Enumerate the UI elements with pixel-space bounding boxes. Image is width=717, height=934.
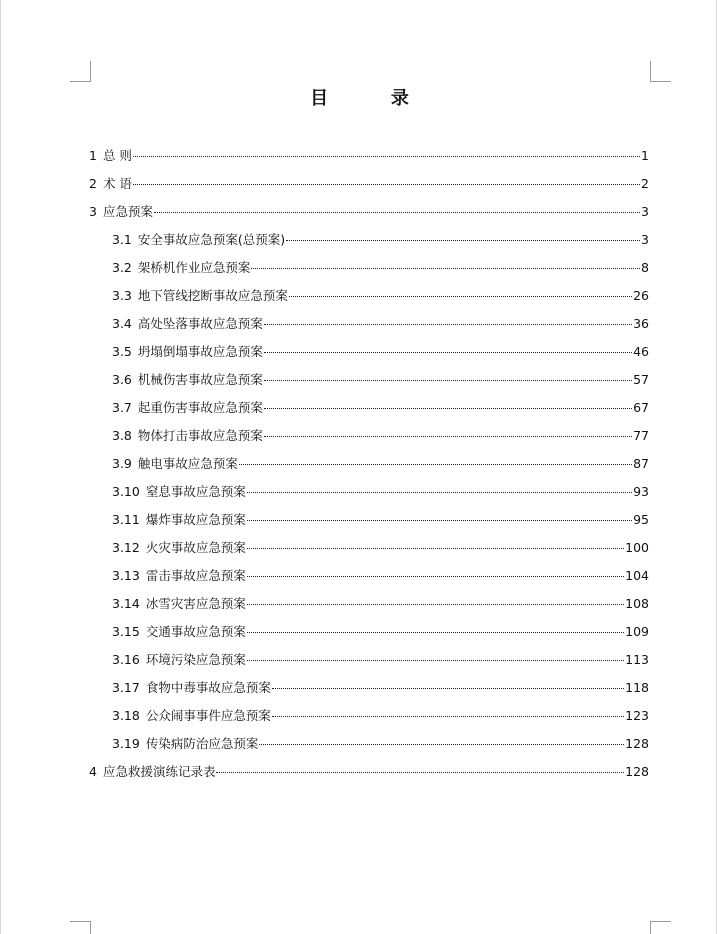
toc-entry-number: 3.5: [112, 344, 132, 359]
toc-entry-page-number: 95: [633, 512, 649, 527]
toc-dot-leader: [264, 380, 632, 381]
toc-entry-title: 窒息事故应急预案: [145, 484, 246, 499]
toc-entry-page-number: 104: [625, 568, 649, 583]
toc-entry-number: 3.9: [112, 456, 132, 471]
crop-mark-bottom-left: [70, 921, 91, 934]
toc-dot-leader: [247, 632, 624, 633]
toc-entry-number: 2: [89, 176, 97, 191]
toc-entry[interactable]: [89, 201, 649, 229]
toc-entry-title: 公众闹事事件应急预案: [145, 708, 271, 723]
toc-entry-number: 3.4: [112, 316, 132, 331]
toc-entry-page-number: 113: [625, 652, 649, 667]
toc-entry-number: 1: [89, 148, 97, 163]
toc-entry-page-number: 67: [633, 400, 649, 415]
toc-entry-page-number: 128: [625, 736, 649, 751]
toc-entry-title: 地下管线挖断事故应急预案: [137, 288, 288, 303]
toc-entry-page-number: 2: [641, 176, 649, 191]
toc-entry-page-number: 118: [625, 680, 649, 695]
toc-entry[interactable]: [89, 705, 649, 733]
toc-entry[interactable]: [89, 481, 649, 509]
toc-dot-leader: [264, 324, 632, 325]
toc-dot-leader: [264, 436, 632, 437]
toc-dot-leader: [133, 184, 640, 185]
toc-dot-leader: [264, 408, 632, 409]
toc-entry-number: 3.7: [112, 400, 132, 415]
toc-entry-number: 3.19: [112, 736, 140, 751]
toc-dot-leader: [247, 492, 632, 493]
toc-entry[interactable]: [89, 285, 649, 313]
toc-entry-number: 3.18: [112, 708, 140, 723]
toc-dot-leader: [154, 212, 640, 213]
toc-entry-page-number: 3: [641, 204, 649, 219]
toc-entry[interactable]: [89, 649, 649, 677]
toc-entry[interactable]: [89, 369, 649, 397]
toc-entry[interactable]: [89, 565, 649, 593]
toc-entry[interactable]: [89, 341, 649, 369]
toc-entry-page-number: 1: [641, 148, 649, 163]
toc-entry-title: 食物中毒事故应急预案: [145, 680, 271, 695]
table-of-contents: [89, 145, 649, 789]
toc-dot-leader: [259, 744, 624, 745]
toc-entry-page-number: 77: [633, 428, 649, 443]
toc-entry[interactable]: [89, 621, 649, 649]
toc-entry-title: 总 则: [102, 148, 132, 163]
toc-entry-title: 应急救援演练记录表: [102, 764, 216, 779]
toc-entry-number: 3.8: [112, 428, 132, 443]
toc-entry-number: 3.15: [112, 624, 140, 639]
toc-entry[interactable]: [89, 313, 649, 341]
toc-entry-title: 物体打击事故应急预案: [137, 428, 263, 443]
toc-entry-number: 3.2: [112, 260, 132, 275]
toc-entry-page-number: 8: [641, 260, 649, 275]
toc-dot-leader: [264, 352, 632, 353]
toc-dot-leader: [239, 464, 632, 465]
toc-entry-page-number: 46: [633, 344, 649, 359]
toc-dot-leader: [251, 268, 640, 269]
toc-entry-page-number: 123: [625, 708, 649, 723]
toc-entry-title: 坍塌倒塌事故应急预案: [137, 344, 263, 359]
toc-entry-number: 3.12: [112, 540, 140, 555]
toc-entry-number: 3.11: [112, 512, 140, 527]
toc-entry[interactable]: [89, 733, 649, 761]
toc-entry-title: 高处坠落事故应急预案: [137, 316, 263, 331]
toc-entry[interactable]: [89, 257, 649, 285]
toc-entry-title: 爆炸事故应急预案: [145, 512, 246, 527]
toc-entry[interactable]: [89, 537, 649, 565]
toc-entry-number: 3.10: [112, 484, 140, 499]
toc-entry-page-number: 109: [625, 624, 649, 639]
toc-entry-title: 架桥机作业应急预案: [137, 260, 251, 275]
toc-entry-number: 3.6: [112, 372, 132, 387]
toc-entry[interactable]: [89, 229, 649, 257]
toc-entry[interactable]: [89, 761, 649, 789]
toc-dot-leader: [247, 604, 624, 605]
toc-entry-title: 安全事故应急预案(总预案): [137, 232, 286, 247]
toc-entry-title: 应急预案: [102, 204, 153, 219]
toc-dot-leader: [133, 156, 640, 157]
toc-dot-leader: [247, 520, 632, 521]
toc-dot-leader: [247, 576, 624, 577]
toc-entry-page-number: 36: [633, 316, 649, 331]
toc-dot-leader: [272, 716, 624, 717]
toc-entry[interactable]: [89, 425, 649, 453]
toc-entry-page-number: 108: [625, 596, 649, 611]
toc-dot-leader: [289, 296, 632, 297]
toc-entry-number: 4: [89, 764, 97, 779]
toc-entry-number: 3.1: [112, 232, 132, 247]
toc-entry-title: 火灾事故应急预案: [145, 540, 246, 555]
toc-entry-page-number: 100: [625, 540, 649, 555]
toc-entry[interactable]: [89, 173, 649, 201]
toc-entry-page-number: 26: [633, 288, 649, 303]
toc-entry-title: 术 语: [102, 176, 132, 191]
toc-dot-leader: [216, 772, 624, 773]
toc-entry-number: 3.13: [112, 568, 140, 583]
toc-entry-title: 起重伤害事故应急预案: [137, 400, 263, 415]
crop-mark-bottom-right: [650, 921, 671, 934]
toc-entry-title: 冰雪灾害应急预案: [145, 596, 246, 611]
crop-mark-top-left: [70, 61, 91, 82]
toc-dot-leader: [272, 688, 624, 689]
toc-entry-title: 机械伤害事故应急预案: [137, 372, 263, 387]
toc-entry[interactable]: [89, 453, 649, 481]
toc-entry-number: 3: [89, 204, 97, 219]
toc-dot-leader: [247, 548, 624, 549]
toc-entry-page-number: 87: [633, 456, 649, 471]
toc-entry-page-number: 93: [633, 484, 649, 499]
toc-entry[interactable]: [89, 397, 649, 425]
toc-entry-title: 触电事故应急预案: [137, 456, 238, 471]
toc-entry-number: 3.3: [112, 288, 132, 303]
toc-dot-leader: [286, 240, 640, 241]
toc-entry[interactable]: [89, 677, 649, 705]
toc-entry-page-number: 128: [625, 764, 649, 779]
toc-dot-leader: [247, 660, 624, 661]
toc-entry-number: 3.14: [112, 596, 140, 611]
toc-entry-page-number: 3: [641, 232, 649, 247]
toc-entry-number: 3.16: [112, 652, 140, 667]
toc-entry[interactable]: [89, 145, 649, 173]
toc-entry-title: 传染病防治应急预案: [145, 736, 259, 751]
toc-title: 目 录: [310, 88, 409, 109]
toc-entry-number: 3.17: [112, 680, 140, 695]
toc-entry[interactable]: [89, 593, 649, 621]
toc-entry[interactable]: [89, 509, 649, 537]
toc-entry-title: 雷击事故应急预案: [145, 568, 246, 583]
crop-mark-top-right: [650, 61, 671, 82]
toc-entry-title: 交通事故应急预案: [145, 624, 246, 639]
toc-entry-page-number: 57: [633, 372, 649, 387]
toc-entry-title: 环境污染应急预案: [145, 652, 246, 667]
